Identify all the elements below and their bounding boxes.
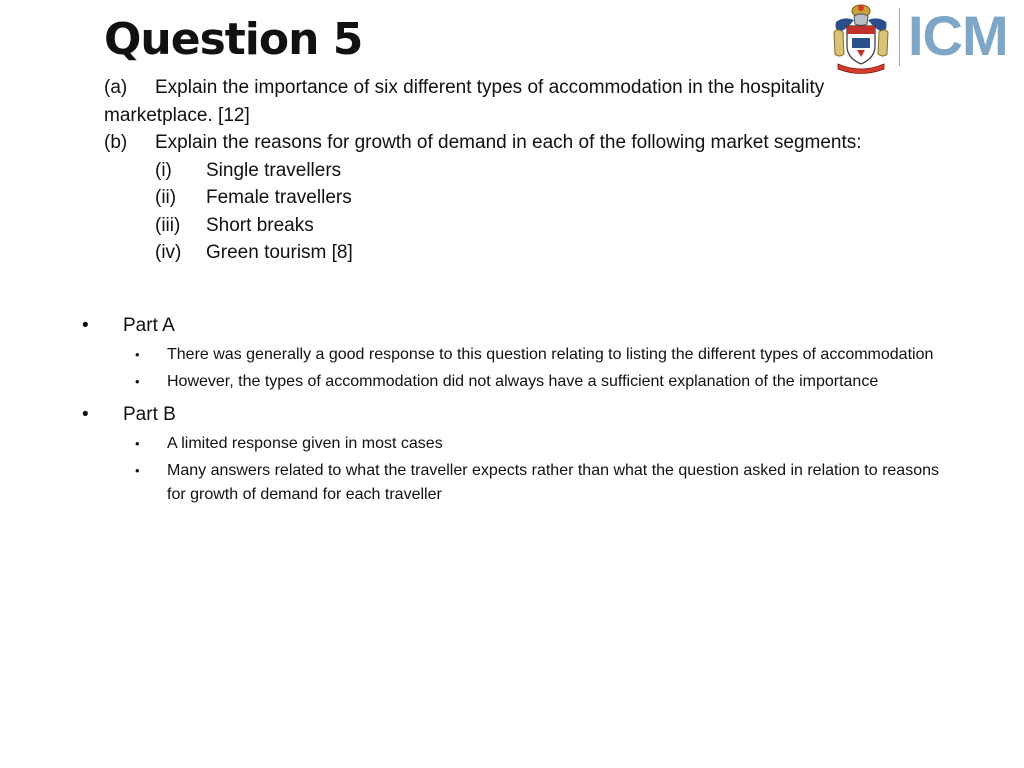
logo-wordmark: ICM xyxy=(908,4,1008,67)
bullet-heading: Part B xyxy=(123,404,176,425)
segment-item xyxy=(104,157,984,185)
bullet-heading: Part A xyxy=(123,315,175,336)
part-a-text: Explain the importance of six different types of accommodation in the hospitality xyxy=(155,77,825,98)
part-b-label: (b) xyxy=(104,132,128,153)
segment-text: Female travellers xyxy=(206,187,352,208)
segment-label: (iii) xyxy=(155,214,181,236)
sub-bullet-text: However, the types of accommodation did not always have a sufficient explanation of the importance xyxy=(167,373,879,390)
segment-label: (ii) xyxy=(155,187,177,208)
segment-label: (i) xyxy=(155,159,172,181)
sub-bullet-icon: • xyxy=(135,347,140,362)
logo-divider xyxy=(899,8,900,66)
sub-bullet-text: Many answers related to what the traveller expects rather than what the question asked in relation to reasons for growth of demand for each traveller xyxy=(167,462,939,503)
coat-of-arms-icon xyxy=(830,2,892,74)
sub-bullet xyxy=(135,432,942,456)
sub-bullet-icon: • xyxy=(135,374,140,389)
segment-text: Short breaks xyxy=(206,214,314,236)
sub-bullet xyxy=(135,343,942,367)
segment-item xyxy=(104,184,984,212)
sub-bullet-text: A limited response given in most cases xyxy=(167,435,443,452)
question-part-a xyxy=(104,74,984,102)
part-b-text: Explain the reasons for growth of demand in each of the following market segments: xyxy=(155,132,862,153)
bullet-part-a xyxy=(82,312,942,340)
bullet-part-b xyxy=(82,401,942,429)
question-part-b xyxy=(104,129,984,157)
bullet-icon: • xyxy=(82,404,89,425)
slide-title: Question 5 xyxy=(104,14,363,65)
segment-item xyxy=(104,212,984,240)
sub-bullet-icon: • xyxy=(135,463,140,478)
segment-text: Green tourism [8] xyxy=(206,242,353,263)
bullet-icon: • xyxy=(82,315,89,336)
sub-bullet xyxy=(135,459,942,507)
question-block xyxy=(104,74,984,267)
segment-item xyxy=(104,239,984,267)
icm-logo xyxy=(830,2,1024,74)
sub-bullet-text: There was generally a good response to this question relating to listing the different types of accommodation xyxy=(167,346,934,363)
question-part-a-continuation xyxy=(104,102,984,130)
sub-bullet xyxy=(135,370,942,394)
part-a-label: (a) xyxy=(104,77,128,98)
segment-text: Single travellers xyxy=(206,159,342,181)
feedback-bullets xyxy=(82,310,942,507)
sub-bullet-icon: • xyxy=(135,436,140,451)
segment-label: (iv) xyxy=(155,242,182,263)
part-a-continuation-text: marketplace. [12] xyxy=(104,104,250,126)
